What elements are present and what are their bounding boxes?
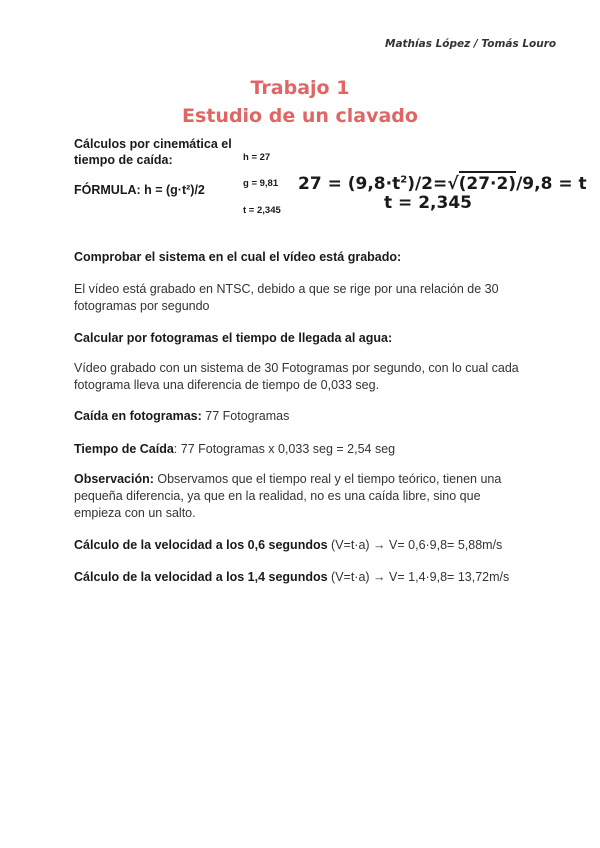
- caida-value: 77 Fotogramas: [201, 409, 290, 423]
- caida-label: Caída en fotogramas:: [74, 409, 202, 423]
- velocidad-14-label: Cálculo de la velocidad a los 1,4 segundos: [74, 570, 328, 584]
- value-h: h = 27: [243, 152, 271, 163]
- eq-right: /9,8 = t: [516, 174, 587, 194]
- tiempo-label: Tiempo de Caída: [74, 442, 174, 456]
- value-t: t = 2,345: [243, 205, 281, 216]
- eq-left: 27 = (9,8·t: [298, 174, 401, 194]
- velocidad-06: [74, 537, 524, 554]
- velocidad-06-value: (V=t·a) → V= 0,6·9,8= 5,88m/s: [327, 538, 503, 552]
- value-g: g = 9,81: [243, 178, 279, 189]
- eq-mid: )/2=: [407, 174, 448, 194]
- velocidad-06-label: Cálculo de la velocidad a los 0,6 segundos: [74, 538, 328, 552]
- text-sistema: El vídeo está grabado en NTSC, debido a que se rige por una relación de 30 fotogramas por segundo: [74, 282, 499, 313]
- authors-header: Mathías López / Tomás Louro: [385, 38, 557, 50]
- heading-sistema: Comprobar el sistema en el cual el vídeo está grabado:: [74, 250, 402, 264]
- velocidad-14: [74, 569, 524, 586]
- title-line-2: Estudio de un clavado: [182, 105, 418, 127]
- text-fotogramas: Vídeo grabado con un sistema de 30 Fotogramas por segundo, con lo cual cada fotograma lleva una diferencia de tiempo de 0,033 seg.: [74, 361, 519, 392]
- observacion-label: Observación:: [74, 472, 154, 486]
- caida-fotogramas: [74, 408, 524, 425]
- equation: [298, 171, 587, 194]
- equation-result: t = 2,345: [384, 193, 472, 213]
- tiempo-caida: [74, 441, 524, 458]
- observacion-value: Observamos que el tiempo real y el tiempo teórico, tienen una pequeña diferencia, ya que en la realidad, no es una caída libre, sino que empieza con un salto.: [74, 472, 502, 520]
- eq-exponent: 2: [400, 174, 408, 186]
- calc-label: Cálculos por cinemática el tiempo de caída:: [74, 137, 232, 167]
- sqrt-sign: √: [447, 174, 459, 194]
- title-line-1: Trabajo 1: [250, 77, 350, 99]
- heading-fotogramas: Calcular por fotogramas el tiempo de llegada al agua:: [74, 331, 393, 345]
- formula: FÓRMULA: h = (g·t²)/2: [74, 183, 205, 197]
- observacion: [74, 471, 524, 522]
- sqrt-content: (27·2): [459, 171, 516, 194]
- tiempo-value: : 77 Fotogramas x 0,033 seg = 2,54 seg: [173, 442, 396, 456]
- velocidad-14-value: (V=t·a) → V= 1,4·9,8= 13,72m/s: [327, 570, 510, 584]
